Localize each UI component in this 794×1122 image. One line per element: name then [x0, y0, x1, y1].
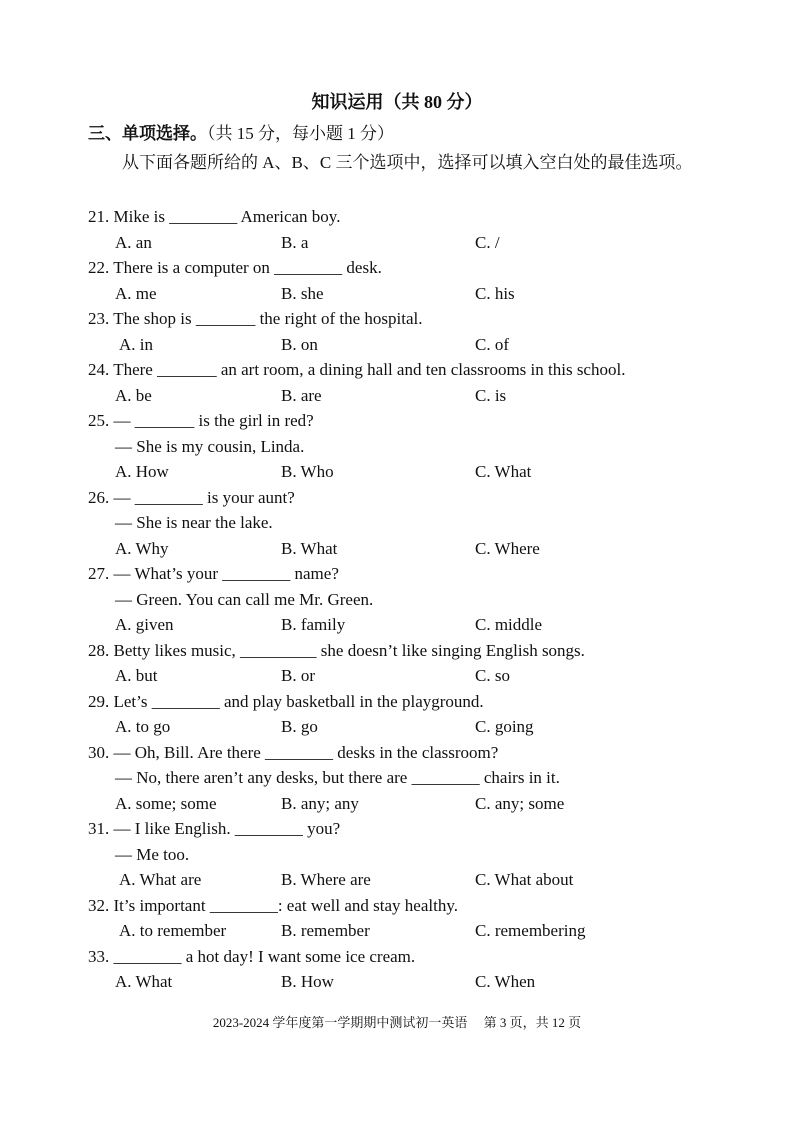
option-c[interactable]: C. /	[475, 232, 500, 252]
section-heading	[88, 119, 394, 144]
section-instruction: 从下面各题所给的 A、B、C 三个选项中，选择可以填入空白处的最佳选项。	[122, 153, 693, 172]
option-a[interactable]: A. in	[119, 334, 153, 354]
question-stem: 32. It’s important ________: eat well and stay healthy.	[88, 895, 458, 915]
option-a[interactable]: A. What	[115, 972, 173, 991]
option-a[interactable]: A. How	[115, 462, 169, 481]
option-c[interactable]: C. any; some	[475, 793, 565, 813]
option-b[interactable]: B. go	[281, 717, 318, 736]
question-reply: — No, there aren’t any desks, but there are ________ chairs in it.	[115, 768, 560, 787]
question-stem: 30. — Oh, Bill. Are there ________ desks in the classroom?	[88, 742, 499, 762]
option-a[interactable]: A. to remember	[119, 921, 227, 940]
question-stem: 27. — What’s your ________ name?	[88, 564, 339, 583]
option-b[interactable]: B. Where are	[281, 870, 371, 889]
option-a[interactable]: A. me	[115, 283, 157, 303]
option-c[interactable]: C. so	[475, 666, 510, 685]
page-footer: 2023-2024 学年度第一学期期中测试初一英语 第 3 页，共 12 页	[212, 1015, 582, 1030]
option-a[interactable]: A. be	[115, 385, 152, 405]
option-b[interactable]: B. family	[281, 615, 346, 634]
option-c[interactable]: C. What	[475, 462, 532, 481]
option-c[interactable]: C. his	[475, 283, 515, 303]
option-b[interactable]: B. any; any	[281, 793, 359, 813]
option-c[interactable]: C. When	[475, 972, 536, 991]
option-a[interactable]: A. an	[115, 232, 152, 252]
page-title: 知识运用（共 80 分）	[311, 92, 483, 112]
option-c[interactable]: C. middle	[475, 615, 543, 634]
option-c[interactable]: C. is	[475, 385, 507, 405]
option-c[interactable]: C. remembering	[475, 921, 586, 940]
question-reply: — Green. You can call me Mr. Green.	[115, 589, 374, 609]
option-b[interactable]: B. on	[281, 334, 318, 354]
question-stem: 23. The shop is _______ the right of the hospital.	[88, 309, 423, 328]
question-reply: — She is my cousin, Linda.	[115, 436, 305, 456]
option-b[interactable]: B. remember	[281, 921, 370, 940]
option-b[interactable]: B. are	[281, 385, 322, 405]
option-a[interactable]: A. given	[115, 615, 174, 634]
question-reply: — She is near the lake.	[115, 513, 273, 532]
option-c[interactable]: C. going	[475, 717, 534, 736]
option-a[interactable]: A. some; some	[115, 793, 217, 813]
question-reply: — Me too.	[115, 844, 190, 864]
section-note: （共 15 分，每小题 1 分）	[207, 124, 394, 143]
option-b[interactable]: B. Who	[281, 462, 334, 481]
option-b[interactable]: B. What	[281, 538, 338, 558]
question-stem: 26. — ________ is your aunt?	[88, 487, 295, 507]
option-c[interactable]: C. Where	[475, 538, 540, 558]
option-b[interactable]: B. How	[281, 972, 334, 991]
option-a[interactable]: A. but	[115, 666, 158, 685]
question-stem: 25. — _______ is the girl in red?	[88, 411, 314, 430]
question-stem: 29. Let’s ________ and play basketball in the playground.	[88, 691, 484, 711]
question-stem: 22. There is a computer on ________ desk.	[88, 258, 382, 277]
option-b[interactable]: B. she	[281, 283, 324, 303]
question-stem: 21. Mike is ________ American boy.	[88, 207, 341, 226]
section-title: 三、单项选择。	[88, 124, 207, 143]
question-stem: 31. — I like English. ________ you?	[88, 819, 341, 838]
option-c[interactable]: C. What about	[475, 870, 574, 889]
option-b[interactable]: B. or	[281, 666, 315, 685]
option-c[interactable]: C. of	[475, 334, 509, 354]
question-stem: 28. Betty likes music, _________ she doesn’t like singing English songs.	[88, 640, 585, 660]
option-a[interactable]: A. Why	[115, 538, 169, 558]
option-a[interactable]: A. What are	[119, 870, 202, 889]
question-stem: 24. There _______ an art room, a dining hall and ten classrooms in this school.	[88, 360, 626, 379]
option-b[interactable]: B. a	[281, 232, 309, 252]
option-a[interactable]: A. to go	[115, 717, 171, 736]
question-stem: 33. ________ a hot day! I want some ice cream.	[88, 946, 416, 966]
